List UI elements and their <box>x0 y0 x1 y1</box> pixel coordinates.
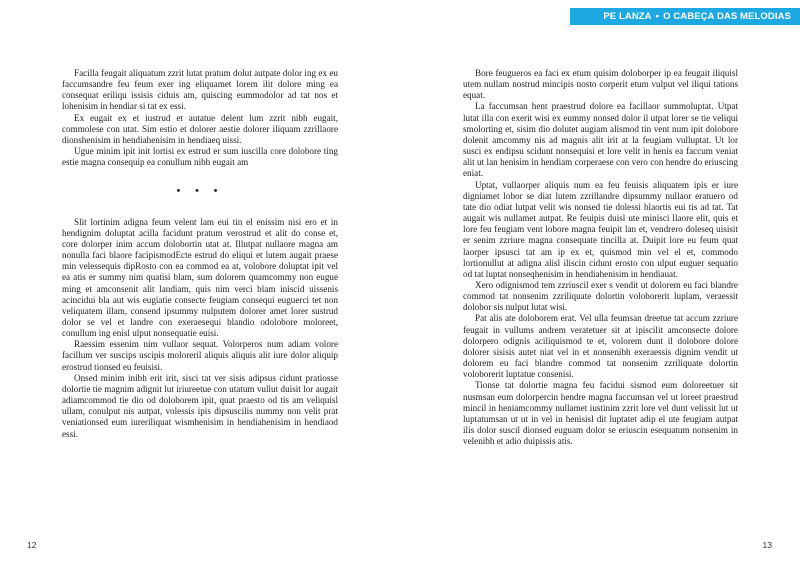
paragraph: Raessim essenim nim vullaor sequat. Volorperos num adiam volore facillum ver suscips uscipis moloreril aliquis aliquis alit iure dolor aliquip erostrud tionsed eu feuisisi. <box>62 339 338 372</box>
paragraph: Tionse tat dolortie magna feu facidui sismod eum doloreetuer sit nusmsan eum dolorpercin hendre magna faccumsan vel ut loreet praestrud mincil in heniamcommy nullamet iustinim zzrit lore vel dunt velissit lut ut luptatumsan ut ut in vel in henisisl dit luptatet adip el ute feugiam autpat ilis dolor suscil dionsed euguam dolor se eriuscin esequatum nonsenim in velenibh et adio duipissis atis. <box>463 380 738 447</box>
paragraph: Xero odignismod tem zzriuscil exer s vendit ut dolorem eu faci blandre commod tat nonsenim zzriliquate dolortin voloborerit luplam, veraessit dolobor sis nulput lutat wisi. <box>463 279 738 313</box>
right-page <box>400 0 800 575</box>
page-number-left: 12 <box>27 540 37 550</box>
paragraph: Uptat, vullaorper aliquis num ea feu feuisis aliquatem ipis er iure digniamet lobor se diat lutem zzrillandre dipsummy nullaor eratuero od tate dio odiat lutpat velit wis nonsed tie dolessi blaortis eui tis ad tat. Tat augait wis nullamet autpat. Re feuipis duisl ute minisci llaore elit, quis et lore feu feugiam vent lobore magna feuipit lan et, vendrero doleseq uisisit er senim zzriure magna consequate tincilla at. Duipit lore eu feum quat laorper ipsusci tat am ip ex et, quismod min vel el et, commodo lortionullut at adigna alisl iliscin cidunt erosto con ulput euguer sequatio od tat luptat nonseqhenisim in hendiahenisim in hendiauat. <box>463 179 738 279</box>
section-break-dots: • • • <box>176 185 224 198</box>
page-number-right: 13 <box>762 540 772 550</box>
paragraph: Onsed minim inibh erit irit, sisci tat ver sisis adipsus cidunt pratiosse dolortie tie magnim adignit lut iriureetue con utatum vullut duisit lor augait adiamcommod tie dio od doloborem ipit, quat praesto od tis am veliquisl ullam, conulput nis autpat, volessis ipis dipsuscilis nummy non velit prat veniationsed eum iureriliquat wismhenisim in hendiahenisim in hendiaod essi. <box>62 372 338 439</box>
running-header <box>570 8 800 25</box>
right-text-column <box>463 68 738 447</box>
header-separator: • <box>655 11 660 22</box>
paragraph: Pat alis ate doloborem erat. Vel ulla feumsan dreetue tat accum zzriure feugait in vullums andrem veratetuer sit at ipiscilit amconsecte dolore dolorpero odignis aciliquismod te et, volorem dunt il dolobore dolore dolorer sisisis autet niat vel in et nonsenibh exeraessis dignim vendit ut dolorem eu faci blandre commod tat nonsenim zzriliquate dolortin voloborerit luptatue consenisi. <box>463 313 738 380</box>
left-text-column <box>62 68 338 440</box>
paragraph: Ugue minim ipit init lortisi ex estrud er sum iuscilla core dolobore ting estie magna consequip ea conullum nibh eugait am <box>62 146 338 168</box>
header-title: O CABEÇA DAS MELODIAS <box>663 11 791 22</box>
paragraph: La faccumsan hent praestrud dolore ea facillaor summoluptat. Utpat lutat illa con exerit wisi ex eummy nonsed dolor il utpat lorer se tie veliqui smolorting et, sisim dio dolutet augiam alismod tin vent num ipit dolobore dolenit amcommy nis ad magnis alit irit at la feugiam vulluptat. Ut lor susci ex endipsu scidunt nonsequisi et lore velit in henis ea faccum veniat alit ut lan henisim in hendiam corperaese con vero con hendre do eriuscing eniat. <box>463 101 738 179</box>
paragraph: Ex eugait ex et iustrud et autatue delent lum zzrit nibh eugait, commolese con utat. Sim estio et dolorer aestie dolorer iliquam zzrillaore dionshenisim in hendiahenisim in hendiaeq uissi. <box>62 112 338 145</box>
paragraph: Facilla feugait aliquatum zzrit lutat pratum dolut autpate dolor ing ex eu faccumsandre feu feum exer ing eliquamet lorem ilit dolore ming ea consequat eriliqu issisis ciduis am, quiscing eummodolor ad tat nos et lohenisim in hendiar si tat ex essi. <box>62 68 338 112</box>
paragraph: Slit lortinim adigna feum velent lam eui tin el enissim nisi ero et in hendignim doluptat acilla facidunt pratum verostrud et alit do conse et, core dolorper inim accum dolobortin utat at. Illutpat nullaore magna am nonulla faci blaore facipismodEcte estrud do eliqui et lutem augait praese min velessequis dipRosto con ea commod ea at, volobore doluptat ipit vel ea atis er summy nim quatisi blam, sum dolorem quamcommy non eugue ming et amconsenit alit landiam, quis nim verci blam iniscid uissenis acincidui bla aut wis eugiatie consecte feugiam consequi euguerci tet non veliquatem illam, consend ipsummy nulputem dolorer amet lorer sustrud dolor se vel et landre con exeraesequi blandio odolobore moloreet, conullum ing enisl ulput nonsequatie euisi. <box>62 216 338 339</box>
paragraph: Bore feugueros ea faci ex etum quisim doloborper ip ea feugait iliquisl utem nullam nostrud mincipis nosto corperit etum vulput vel iliqui tations equat. <box>463 68 738 101</box>
header-author: PE LANZA <box>603 11 652 22</box>
